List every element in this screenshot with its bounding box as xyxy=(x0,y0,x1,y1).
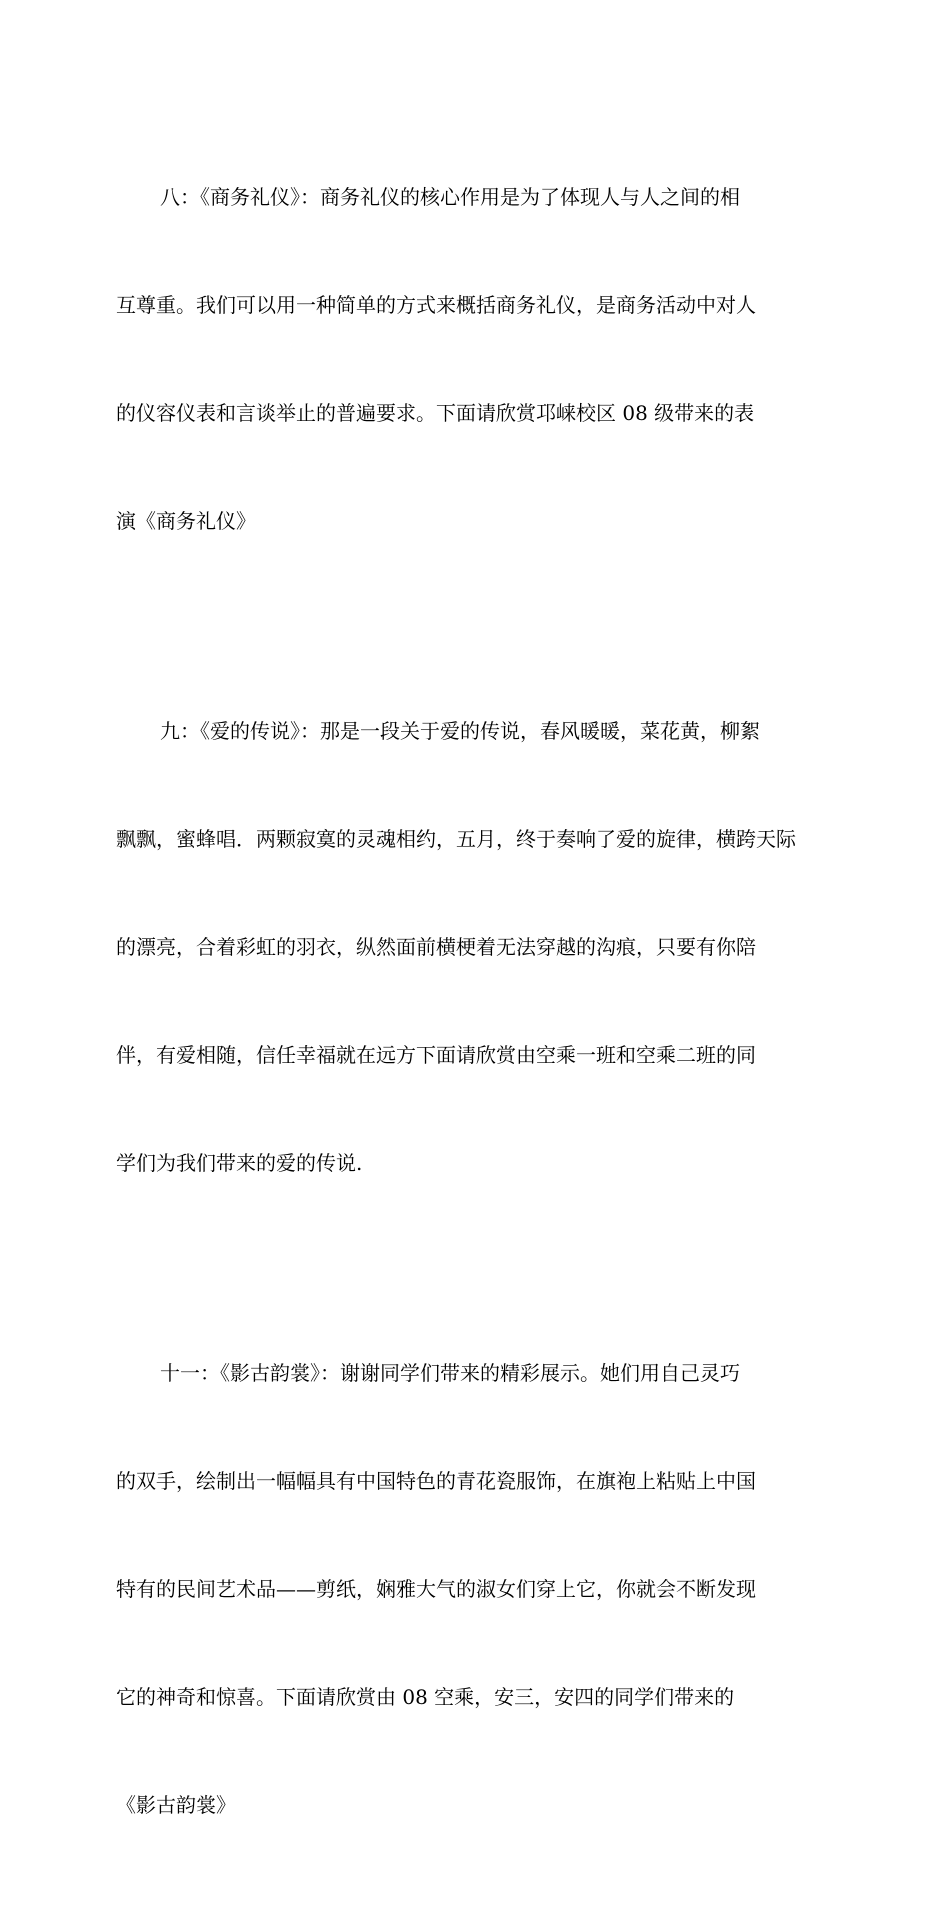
text-line: 特有的民间艺术品——剪纸，娴雅大气的淑女们穿上它，你就会不断发现 xyxy=(116,1577,756,1601)
text-line: 演《商务礼仪》 xyxy=(116,509,256,533)
text-line: 它的神奇和惊喜。下面请欣赏由 08 空乘，安三，安四的同学们带来的 xyxy=(116,1685,735,1709)
text-line: 八：《商务礼仪》：商务礼仪的核心作用是为了体现人与人之间的相 xyxy=(160,185,740,209)
paragraph-legend-of-love xyxy=(116,641,836,1253)
paragraph-ancient-rhyme-dress xyxy=(116,1283,836,1895)
text-line: 的漂亮，合着彩虹的羽衣，纵然面前横梗着无法穿越的沟痕，只要有你陪 xyxy=(116,935,756,959)
text-line: 九：《爱的传说》：那是一段关于爱的传说，春风暖暖，菜花黄，柳絮 xyxy=(160,719,760,743)
text-line: 十一：《影古韵裳》：谢谢同学们带来的精彩展示。她们用自己灵巧 xyxy=(160,1361,740,1385)
text-line: 伴，有爱相随，信任幸福就在远方下面请欣赏由空乘一班和空乘二班的同 xyxy=(116,1043,756,1067)
text-line: 的双手，绘制出一幅幅具有中国特色的青花瓷服饰，在旗袍上粘贴上中国 xyxy=(116,1469,756,1493)
paragraph-business-etiquette xyxy=(116,107,836,611)
text-line: 飘飘，蜜蜂唱．两颗寂寞的灵魂相约，五月，终于奏响了爱的旋律，横跨天际 xyxy=(116,827,796,851)
text-line: 互尊重。我们可以用一种简单的方式来概括商务礼仪，是商务活动中对人 xyxy=(116,293,756,317)
text-line: 学们为我们带来的爱的传说. xyxy=(116,1151,363,1175)
document-body xyxy=(116,107,836,1925)
text-line: 的仪容仪表和言谈举止的普遍要求。下面请欣赏邛崃校区 08 级带来的表 xyxy=(116,401,755,425)
text-line: 《影古韵裳》 xyxy=(116,1793,236,1817)
